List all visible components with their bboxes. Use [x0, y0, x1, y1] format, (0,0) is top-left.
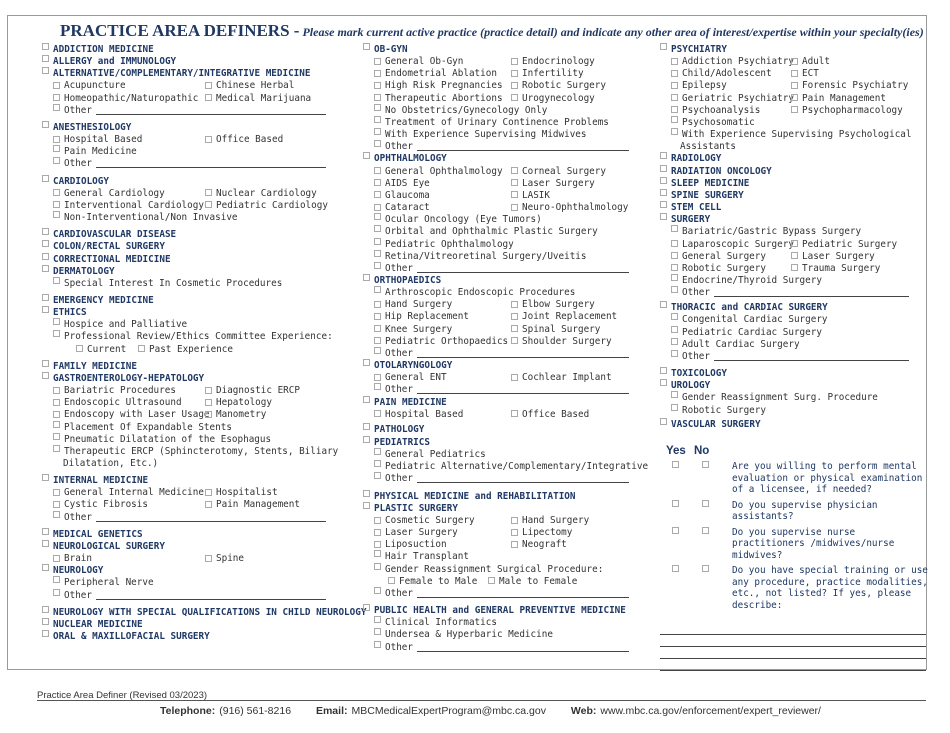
option-expandable-stents[interactable]: Placement Of Expandable Stents	[42, 422, 357, 434]
specialty-pediatrics[interactable]: PEDIATRICS	[363, 437, 653, 449]
specialty-cardiovascular[interactable]: CARDIOVASCULAR DISEASE	[42, 229, 357, 241]
option-general-cardiology[interactable]: General Cardiology	[53, 188, 205, 200]
footer-contact	[160, 705, 821, 717]
option-nuclear-cardiology[interactable]: Nuclear Cardiology	[205, 188, 317, 200]
option-pediatric-surgery[interactable]: Pediatric Surgery	[791, 239, 897, 251]
yes-checkbox[interactable]	[672, 565, 679, 572]
other-field[interactable]: Other	[42, 590, 357, 602]
option-supervising-psych-assistants[interactable]: With Experience Supervising Psychological	[660, 129, 930, 141]
checkbox[interactable]	[42, 55, 49, 62]
specialty-orthopaedics[interactable]: ORTHOPAEDICS	[363, 275, 653, 287]
option-lasik[interactable]: LASIK	[511, 190, 550, 202]
specialty-colon-rectal[interactable]: COLON/RECTAL SURGERY	[42, 241, 357, 253]
specialty-psychiatry[interactable]: PSYCHIATRY	[660, 44, 930, 56]
telephone-label: Telephone:	[160, 705, 216, 717]
no-checkbox[interactable]	[702, 461, 709, 468]
option-chinese-herbal[interactable]: Chinese Herbal	[205, 80, 294, 92]
option-current[interactable]: Current	[76, 344, 116, 356]
describe-line[interactable]	[660, 623, 926, 635]
no-checkbox[interactable]	[702, 500, 709, 507]
option-surg-robotic[interactable]: Robotic Surgery	[671, 263, 791, 275]
option-neuro-ophthalmology[interactable]: Neuro-Ophthalmology	[511, 202, 628, 214]
option-general-internal[interactable]: General Internal Medicine	[53, 487, 205, 499]
option-psychosomatic[interactable]: Psychosomatic	[660, 117, 930, 129]
yes-checkbox[interactable]	[672, 527, 679, 534]
option-endocrinology[interactable]: Endocrinology	[511, 56, 595, 68]
option-cataract[interactable]: Cataract	[374, 202, 511, 214]
specialty-pain-medicine[interactable]: PAIN MEDICINE	[363, 397, 653, 409]
option-high-risk-pregnancies[interactable]: High Risk Pregnancies	[374, 80, 511, 92]
no-checkbox[interactable]	[702, 565, 709, 572]
option-pain-medicine[interactable]: Pain Medicine	[42, 146, 357, 158]
specialty-radiation-oncology[interactable]: RADIATION ONCOLOGY	[660, 166, 930, 178]
telephone-value: (916) 561-8216	[219, 705, 292, 717]
option-aids-eye[interactable]: AIDS Eye	[374, 178, 511, 190]
specialty-public-health[interactable]: PUBLIC HEALTH and GENERAL PREVENTIVE MEDICINE	[363, 605, 653, 617]
option-plastic-laser-surgery[interactable]: Laser Surgery	[374, 527, 511, 539]
option-cosmetic-procedures[interactable]: Special Interest In Cosmetic Procedures	[42, 278, 357, 290]
specialty-family[interactable]: FAMILY MEDICINE	[42, 361, 357, 373]
option-pediatric-cardiac[interactable]: Pediatric Cardiac Surgery	[660, 327, 930, 339]
option-endoscopy-laser[interactable]: Endoscopy with Laser Usage	[53, 409, 205, 421]
email-label: Email:	[315, 705, 348, 717]
option-addiction-psychiatry[interactable]: Addiction Psychiatry	[671, 56, 791, 68]
option-hepatology[interactable]: Hepatology	[205, 397, 272, 409]
option-pediatric-cardiology[interactable]: Pediatric Cardiology	[205, 200, 328, 212]
option-endocrine-thyroid[interactable]: Endocrine/Thyroid Surgery	[660, 275, 930, 287]
option-male-to-female[interactable]: Male to Female	[488, 576, 577, 588]
email-link[interactable]: MBCMedicalExpertProgram@mbc.ca.gov	[351, 705, 546, 717]
option-ethics-committee[interactable]: Professional Review/Ethics Committee Experience:	[42, 331, 357, 343]
option-arthroscopic[interactable]: Arthroscopic Endoscopic Procedures	[363, 287, 653, 299]
option-pediatric-alternative[interactable]: Pediatric Alternative/Complementary/Integrative	[363, 461, 653, 473]
specialty-radiology[interactable]: RADIOLOGY	[660, 153, 930, 165]
option-lipectomy[interactable]: Lipectomy	[511, 527, 572, 539]
specialty-spine-surgery[interactable]: SPINE SURGERY	[660, 190, 930, 202]
other-field[interactable]: Other	[363, 263, 653, 275]
option-orbital-plastic[interactable]: Orbital and Ophthalmic Plastic Surgery	[363, 226, 653, 238]
option-acupuncture[interactable]: Acupuncture	[53, 80, 205, 92]
question-row	[660, 500, 930, 523]
option-urogynecology[interactable]: Urogynecology	[511, 93, 595, 105]
option-pain-office-based[interactable]: Office Based	[511, 409, 589, 421]
option-hair-transplant[interactable]: Hair Transplant	[363, 551, 653, 563]
option-female-to-male[interactable]: Female to Male	[388, 576, 488, 588]
option-shoulder-surgery[interactable]: Shoulder Surgery	[511, 336, 612, 348]
option-trauma-surgery[interactable]: Trauma Surgery	[791, 263, 880, 275]
specialty-vascular[interactable]: VASCULAR SURGERY	[660, 419, 930, 431]
option-supervising-psych-assistants-cont: Assistants	[680, 141, 736, 153]
specialty-genetics[interactable]: MEDICAL GENETICS	[42, 529, 357, 541]
describe-line[interactable]	[660, 635, 926, 647]
option-manometry[interactable]: Manometry	[205, 409, 266, 421]
specialty-surgery[interactable]: SURGERY	[660, 214, 930, 226]
option-laparoscopic[interactable]: Laparoscopic Surgery	[671, 239, 791, 251]
checkbox[interactable]	[42, 43, 49, 50]
specialty-thoracic-cardiac[interactable]: THORACIC and CARDIAC SURGERY	[660, 302, 930, 314]
specialty-otolaryngology[interactable]: OTOLARYNGOLOGY	[363, 360, 653, 372]
other-field[interactable]: Other	[363, 588, 653, 600]
option-geriatric-psychiatry[interactable]: Geriatric Psychiatry	[671, 93, 791, 105]
option-general-ophthalmology[interactable]: General Ophthalmology	[374, 166, 511, 178]
option-corneal-surgery[interactable]: Corneal Surgery	[511, 166, 606, 178]
option-peripheral-nerve[interactable]: Peripheral Nerve	[42, 577, 357, 589]
other-field[interactable]: Other	[363, 384, 653, 396]
title-main: PRACTICE AREA DEFINERS -	[60, 21, 300, 40]
yes-label: Yes	[666, 444, 686, 457]
option-adult[interactable]: Adult	[791, 56, 830, 68]
other-field[interactable]: Other	[660, 351, 930, 363]
option-hospital-based[interactable]: Hospital Based	[53, 134, 205, 146]
other-input-line[interactable]	[96, 105, 326, 115]
other-field[interactable]: Other	[42, 158, 357, 170]
footer-revision: Practice Area Definer (Revised 03/2023)	[37, 690, 208, 701]
specialty-internal[interactable]: INTERNAL MEDICINE	[42, 475, 357, 487]
option-brain[interactable]: Brain	[53, 553, 205, 565]
option-cosmetic-surgery[interactable]: Cosmetic Surgery	[374, 515, 511, 527]
specialty-toxicology[interactable]: TOXICOLOGY	[660, 368, 930, 380]
column-middle	[363, 44, 653, 654]
option-ect[interactable]: ECT	[791, 68, 819, 80]
option-pediatric-ophthalmology[interactable]: Pediatric Ophthalmology	[363, 239, 653, 251]
option-joint-replacement[interactable]: Joint Replacement	[511, 311, 617, 323]
option-plastic-hand-surgery[interactable]: Hand Surgery	[511, 515, 589, 527]
other-field[interactable]: Other	[660, 287, 930, 299]
option-gender-reassignment-surg[interactable]: Gender Reassignment Surg. Procedure	[660, 392, 930, 404]
option-past-experience[interactable]: Past Experience	[138, 344, 233, 356]
option-non-interventional[interactable]: Non-Interventional/Non Invasive	[42, 212, 357, 224]
option-forensic-psychiatry[interactable]: Forensic Psychiatry	[791, 80, 908, 92]
option-supervising-midwives[interactable]: With Experience Supervising Midwives	[363, 129, 653, 141]
specialty-plastic-surgery[interactable]: PLASTIC SURGERY	[363, 503, 653, 515]
question-row	[660, 565, 930, 611]
other-field[interactable]: Other	[363, 141, 653, 153]
specialty-anesthesiology[interactable]: ANESTHESIOLOGY	[42, 122, 357, 134]
option-ocular-oncology[interactable]: Ocular Oncology (Eye Tumors)	[363, 214, 653, 226]
specialty-dermatology[interactable]: DERMATOLOGY	[42, 266, 357, 278]
option-robotic-surgery[interactable]: Robotic Surgery	[511, 80, 606, 92]
option-spine[interactable]: Spine	[205, 553, 244, 565]
option-hand-surgery[interactable]: Hand Surgery	[374, 299, 511, 311]
option-elbow-surgery[interactable]: Elbow Surgery	[511, 299, 595, 311]
option-homeopathic[interactable]: Homeopathic/Naturopathic	[53, 93, 205, 105]
option-glaucoma[interactable]: Glaucoma	[374, 190, 511, 202]
specialty-pathology[interactable]: PATHOLOGY	[363, 424, 653, 436]
specialty-stem-cell[interactable]: STEM CELL	[660, 202, 930, 214]
column-right	[660, 44, 930, 671]
no-checkbox[interactable]	[702, 527, 709, 534]
option-epilepsy[interactable]: Epilepsy	[671, 80, 791, 92]
specialty-alternative[interactable]: ALTERNATIVE/COMPLEMENTARY/INTEGRATIVE MEDICINE	[42, 68, 357, 80]
specialty-sleep[interactable]: SLEEP MEDICINE	[660, 178, 930, 190]
option-general-surgery[interactable]: General Surgery	[671, 251, 791, 263]
describe-line[interactable]	[660, 659, 926, 671]
column-left	[42, 44, 367, 643]
option-general-obgyn[interactable]: General Ob-Gyn	[374, 56, 511, 68]
option-psychoanalysis[interactable]: Psychoanalysis	[671, 105, 791, 117]
option-laser-surgery[interactable]: Laser Surgery	[511, 178, 595, 190]
option-neograft[interactable]: Neograft	[511, 539, 567, 551]
option-gender-reassignment[interactable]: Gender Reassignment Surgical Procedure:	[363, 564, 653, 576]
option-hospitalist[interactable]: Hospitalist	[205, 487, 278, 499]
question-text: Do you have special training or use any procedure, practice modalities, etc., not listed? If yes, please describe:	[732, 565, 928, 611]
checkbox[interactable]	[42, 67, 49, 74]
option-medical-marijuana[interactable]: Medical Marijuana	[205, 93, 311, 105]
specialty-pmr[interactable]: PHYSICAL MEDICINE and REHABILITATION	[363, 491, 653, 503]
web-label: Web:	[570, 705, 597, 717]
other-field[interactable]: Other	[363, 473, 653, 485]
no-label: No	[694, 444, 710, 457]
footer-divider	[37, 700, 926, 701]
option-pain-hospital-based[interactable]: Hospital Based	[374, 409, 511, 421]
option-surg-laser[interactable]: Laser Surgery	[791, 251, 875, 263]
option-pneumatic-dilatation[interactable]: Pneumatic Dilatation of the Esophagus	[42, 434, 357, 446]
option-liposuction[interactable]: Liposuction	[374, 539, 511, 551]
yes-checkbox[interactable]	[672, 461, 679, 468]
option-pediatric-orthopaedics[interactable]: Pediatric Orthopaedics	[374, 336, 511, 348]
option-clinical-informatics[interactable]: Clinical Informatics	[363, 617, 653, 629]
yes-checkbox[interactable]	[672, 500, 679, 507]
option-interventional-cardiology[interactable]: Interventional Cardiology	[53, 200, 205, 212]
option-therapeutic-ercp-cont: Dilatation, Etc.)	[63, 458, 159, 469]
describe-line[interactable]	[660, 647, 926, 659]
specialty-oral-maxillofacial[interactable]: ORAL & MAXILLOFACIAL SURGERY	[42, 631, 357, 643]
option-endoscopic-ultrasound[interactable]: Endoscopic Ultrasound	[53, 397, 205, 409]
option-diagnostic-ercp[interactable]: Diagnostic ERCP	[205, 385, 300, 397]
option-urinary-continence[interactable]: Treatment of Urinary Continence Problems	[363, 117, 653, 129]
specialty-ethics[interactable]: ETHICS	[42, 307, 357, 319]
question-row	[660, 527, 930, 562]
option-spinal-surgery[interactable]: Spinal Surgery	[511, 324, 600, 336]
option-infertility[interactable]: Infertility	[511, 68, 584, 80]
specialty-allergy[interactable]: ALLERGY and IMMUNOLOGY	[42, 56, 357, 68]
other-field[interactable]: Other	[363, 348, 653, 360]
question-text: Do you supervise physician assistants?	[732, 499, 878, 522]
specialty-child-neurology[interactable]: NEUROLOGY WITH SPECIAL QUALIFICATIONS IN CHILD NEUROLOGY	[42, 607, 357, 619]
specialty-obgyn[interactable]: OB-GYN	[363, 44, 653, 56]
option-child-adolescent[interactable]: Child/Adolescent	[671, 68, 791, 80]
specialty-ophthalmology[interactable]: OPHTHALMOLOGY	[363, 153, 653, 165]
question-row	[660, 461, 930, 496]
specialty-addiction[interactable]: ADDICTION MEDICINE	[42, 44, 357, 56]
option-bariatric[interactable]: Bariatric Procedures	[53, 385, 205, 397]
option-cystic-fibrosis[interactable]: Cystic Fibrosis	[53, 499, 205, 511]
specialty-neurosurgery[interactable]: NEUROLOGICAL SURGERY	[42, 541, 357, 553]
specialty-urology[interactable]: UROLOGY	[660, 380, 930, 392]
option-bariatric-gastric[interactable]: Bariatric/Gastric Bypass Surgery	[660, 226, 930, 238]
option-hip-replacement[interactable]: Hip Replacement	[374, 311, 511, 323]
option-endometrial-ablation[interactable]: Endometrial Ablation	[374, 68, 511, 80]
option-general-ent[interactable]: General ENT	[374, 372, 511, 384]
question-text: Do you supervise nurse practitioners /midwives/nurse midwives?	[732, 526, 895, 561]
option-psych-pain-management[interactable]: Pain Management	[791, 93, 886, 105]
specialty-gastro[interactable]: GASTROENTEROLOGY-HEPATOLOGY	[42, 373, 357, 385]
specialty-cardiology[interactable]: CARDIOLOGY	[42, 176, 357, 188]
web-link[interactable]: www.mbc.ca.gov/enforcement/expert_reviewer/	[600, 705, 821, 717]
option-office-based[interactable]: Office Based	[205, 134, 283, 146]
specialty-emergency[interactable]: EMERGENCY MEDICINE	[42, 295, 357, 307]
specialty-nuclear[interactable]: NUCLEAR MEDICINE	[42, 619, 357, 631]
yes-no-header	[666, 445, 930, 457]
option-knee-surgery[interactable]: Knee Surgery	[374, 324, 511, 336]
other-field[interactable]: Other	[363, 642, 653, 654]
option-psychopharmacology[interactable]: Psychopharmacology	[791, 105, 903, 117]
option-therapeutic-abortions[interactable]: Therapeutic Abortions	[374, 93, 511, 105]
option-cochlear-implant[interactable]: Cochlear Implant	[511, 372, 612, 384]
option-general-pediatrics[interactable]: General Pediatrics	[363, 449, 653, 461]
other-field[interactable]: Other	[42, 105, 357, 117]
page-title	[60, 21, 940, 41]
option-hospice-palliative[interactable]: Hospice and Palliative	[42, 319, 357, 331]
option-uro-robotic[interactable]: Robotic Surgery	[660, 405, 930, 417]
option-adult-cardiac[interactable]: Adult Cardiac Surgery	[660, 339, 930, 351]
title-instructions: Please mark current active practice (practice detail) and indicate any other area of interest/expertise within your specialty(ies)	[299, 25, 924, 39]
option-therapeutic-ercp[interactable]: Therapeutic ERCP (Sphincterotomy, Stents, Biliary	[42, 446, 357, 458]
option-no-obstetrics[interactable]: No Obstetrics/Gynecology Only	[363, 105, 653, 117]
option-retina[interactable]: Retina/Vitreoretinal Surgery/Uveitis	[363, 251, 653, 263]
option-congenital-cardiac[interactable]: Congenital Cardiac Surgery	[660, 314, 930, 326]
option-pain-management[interactable]: Pain Management	[205, 499, 300, 511]
other-field[interactable]: Other	[42, 512, 357, 524]
question-text: Are you willing to perform mental evaluation or physical examination of a licensee, if needed?	[732, 461, 923, 495]
specialty-correctional[interactable]: CORRECTIONAL MEDICINE	[42, 254, 357, 266]
specialty-neurology[interactable]: NEUROLOGY	[42, 565, 357, 577]
option-undersea-hyperbaric[interactable]: Undersea & Hyperbaric Medicine	[363, 629, 653, 641]
